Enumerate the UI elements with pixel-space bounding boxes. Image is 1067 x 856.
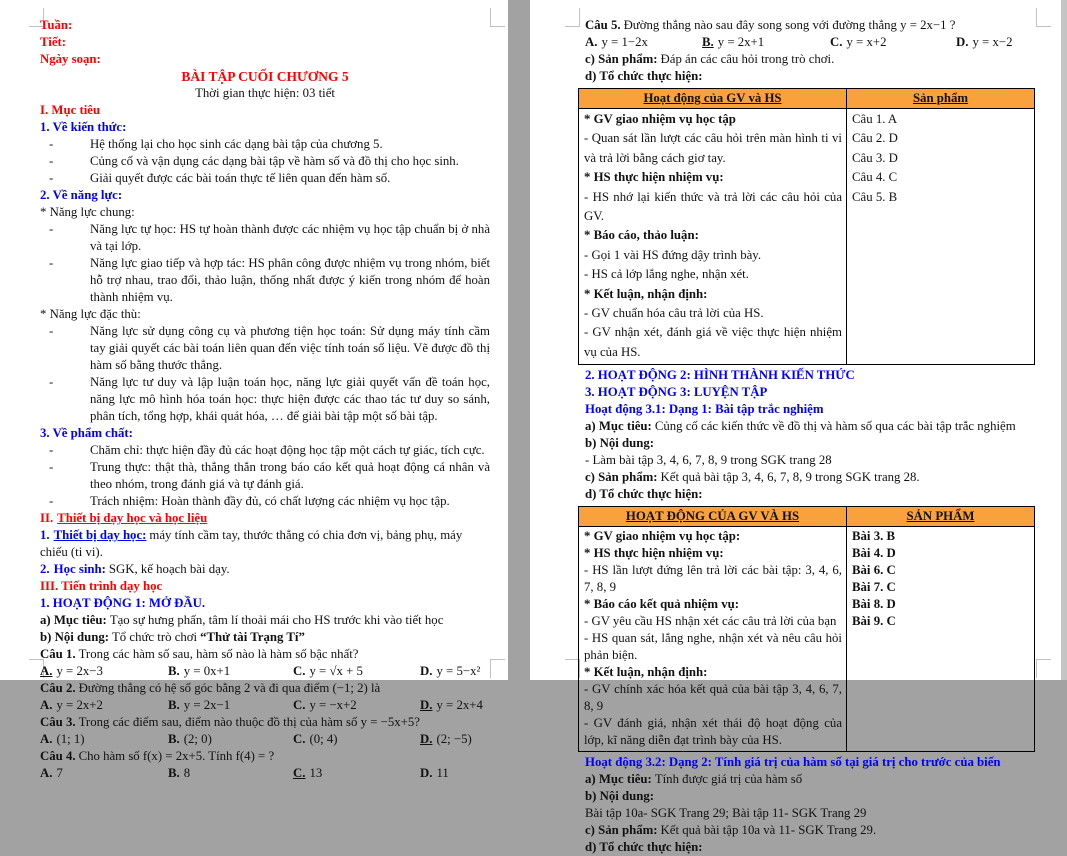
option-text: y = 2x+2 bbox=[56, 698, 103, 712]
option-letter: A. bbox=[40, 664, 53, 678]
option bbox=[40, 731, 168, 748]
para-noi-dung-31: b) Nội dung: bbox=[585, 436, 654, 451]
item-text: SGK, kế hoạch bài dạy. bbox=[108, 562, 230, 576]
list-item-text: Trách nhiệm: Hoàn thành đầy đủ, có chất lượng các nhiệm vụ học tập. bbox=[90, 494, 450, 508]
para-label: c) Sản phẩm: bbox=[585, 470, 658, 485]
option-letter: C. bbox=[293, 732, 306, 746]
column-header-gv-hs: HOẠT ĐỘNG CỦA GV VÀ HS bbox=[579, 507, 847, 527]
option-text: y = x−2 bbox=[972, 35, 1013, 49]
para-text: Kết quả bài tập 3, 4, 6, 7, 8, 9 trong SGK trang 28. bbox=[660, 470, 920, 485]
cell-line: - Quan sát lần lượt các câu hỏi trên màn hình ti vi và trả lời bằng cách giơ tay. bbox=[584, 131, 842, 165]
list-item-text: Năng lực tư duy và lập luận toán học, năng lực giải quyết vấn đề toán học, năng lực mô hình hóa toán học: thực hiện được các thao tác tư duy so sánh, phân tích, tổng hợp, khái quát hóa, … để giải bài tập một số bài tập. bbox=[90, 375, 490, 423]
list-item-text: Năng lực giao tiếp và hợp tác: HS phân công được nhiệm vụ trong nhóm, biết hỗ trợ nhau, trao đổi, thảo luận, thống nhất được ý kiến trong nhóm để hoàn thành nhiệm vụ. bbox=[90, 256, 490, 304]
item-label: Thiết bị dạy học: bbox=[53, 528, 147, 542]
option-letter: D. bbox=[420, 732, 433, 746]
list-item-text: Trung thực: thật thà, thẳng thắn trong báo cáo kết quả hoạt động cá nhân và theo nhóm, trong đánh giá và tự đánh giá. bbox=[90, 460, 490, 491]
item-label: Học sinh: bbox=[53, 562, 106, 576]
option bbox=[293, 697, 420, 714]
heading-hoat-dong-3-1: Hoạt động 3.1: Dạng 1: Bài tập trắc nghiệm bbox=[585, 402, 824, 417]
option-text: (2; 0) bbox=[183, 732, 212, 746]
option bbox=[293, 731, 420, 748]
option bbox=[585, 34, 702, 51]
list-item-text: Năng lực sử dụng công cụ và phương tiện học toán: Sử dụng máy tính cầm tay giải quyết các bài toán liên quan đến việc tính toán số liệu. Vẽ được đồ thị hàm số bằng thước thẳng. bbox=[90, 324, 490, 372]
question-5 bbox=[585, 17, 1035, 34]
list-item bbox=[40, 136, 490, 153]
para-noi-dung-32-line: Bài tập 10a- SGK Trang 29; Bài tập 11- SGK Trang 29 bbox=[585, 806, 867, 821]
crop-mark-icon bbox=[490, 659, 505, 678]
list-item bbox=[40, 459, 490, 493]
answer-line: Câu 2. D bbox=[852, 131, 898, 146]
dash-bullet-icon: - bbox=[49, 256, 54, 270]
question-2 bbox=[40, 680, 490, 697]
para-noi-dung bbox=[40, 629, 490, 646]
para-san-pham bbox=[585, 51, 1035, 68]
para-text: Đáp án các câu hỏi trong trò chơi. bbox=[660, 52, 835, 66]
para-text: Kết quả bài tập 10a và 11- SGK Trang 29. bbox=[660, 823, 877, 838]
list-item bbox=[40, 170, 490, 187]
option bbox=[956, 34, 1012, 51]
heading-tien-trinh: III. Tiến trình dạy học bbox=[40, 579, 163, 593]
cell-line: * Báo cáo kết quả nhiệm vụ: bbox=[584, 597, 739, 612]
table-header-row bbox=[579, 89, 1035, 109]
para-text: Tổ chức trò chơi bbox=[111, 630, 198, 644]
option-text: y = 2x+4 bbox=[436, 698, 483, 712]
option bbox=[168, 663, 293, 680]
table-row bbox=[579, 527, 1035, 752]
cell-line: - Gọi 1 vài HS đứng dậy trình bày. bbox=[584, 247, 762, 262]
option-letter: A. bbox=[40, 698, 53, 712]
cell-line: - HS cả lớp lắng nghe, nhận xét. bbox=[584, 267, 749, 282]
option-text: y = 2x−1 bbox=[183, 698, 231, 712]
cell-san-pham bbox=[847, 527, 1035, 752]
cell-line: * HS thực hiện nhiệm vụ: bbox=[584, 170, 724, 185]
answer-line: Câu 5. B bbox=[852, 189, 898, 204]
item-text: máy tính cầm tay, thước thẳng có chia đơn vị, bảng phụ, máy chiếu (ti vi). bbox=[40, 528, 463, 559]
answer-line: Bài 8. D bbox=[852, 597, 896, 612]
para-thiet-bi-day-hoc bbox=[40, 527, 490, 561]
option-text: y = 0x+1 bbox=[183, 664, 231, 678]
para-muc-tieu bbox=[40, 612, 490, 629]
option-text: y = √x + 5 bbox=[309, 664, 363, 678]
heading-pham-chat: 3. Về phẩm chất: bbox=[40, 426, 133, 440]
list-item-text: Giải quyết được các bài toán thực tế liên quan đến hàm số. bbox=[90, 171, 391, 185]
page-left[interactable] bbox=[0, 0, 508, 780]
option-letter: C. bbox=[293, 698, 306, 712]
question-text: Trong các hàm số sau, hàm số nào là hàm số bậc nhất? bbox=[78, 647, 359, 661]
option-text: y = −x+2 bbox=[309, 698, 357, 712]
para-label: c) Sản phẩm: bbox=[585, 823, 658, 838]
dash-bullet-icon: - bbox=[49, 443, 54, 457]
question-2-options bbox=[40, 697, 490, 714]
option bbox=[293, 765, 420, 782]
option-letter: A. bbox=[585, 35, 598, 49]
question-number: Câu 5. bbox=[585, 18, 621, 32]
dash-bullet-icon: - bbox=[49, 137, 54, 151]
question-number: Câu 2. bbox=[40, 681, 76, 695]
option bbox=[420, 663, 480, 680]
option-letter: D. bbox=[956, 35, 969, 49]
option-text: (0; 4) bbox=[309, 732, 338, 746]
cell-line: - HS lần lượt đứng lên trả lời các bài tập: 3, 4, 6, 7, 8, 9 bbox=[584, 563, 842, 595]
option bbox=[420, 731, 472, 748]
field-date: Ngày soạn: bbox=[40, 52, 101, 66]
option-text: 11 bbox=[436, 766, 449, 780]
list-item bbox=[40, 442, 490, 459]
answer-line: Bài 7. C bbox=[852, 580, 896, 595]
crop-mark-icon bbox=[490, 8, 505, 27]
view-edge-strip bbox=[1061, 0, 1067, 680]
option-letter: A. bbox=[40, 766, 53, 780]
item-number: 1. bbox=[40, 528, 50, 542]
doc-title: BÀI TẬP CUỐI CHƯƠNG 5 bbox=[181, 69, 349, 84]
option-letter: B. bbox=[168, 664, 180, 678]
option bbox=[420, 765, 449, 782]
list-item-text: Chăm chỉ: thực hiện đầy đủ các hoạt động học tập một cách tự giác, tích cực. bbox=[90, 443, 485, 457]
option-letter: B. bbox=[168, 766, 180, 780]
heading-hoat-dong-3-2: Hoạt động 3.2: Dạng 2: Tính giá trị của hàm số tại giá trị cho trước của biến bbox=[585, 755, 1001, 770]
option-letter: B. bbox=[702, 35, 714, 49]
cell-gv-hs bbox=[579, 527, 847, 752]
cell-line: * GV giao nhiệm vụ học tập: bbox=[584, 529, 741, 544]
table-header-row bbox=[579, 507, 1035, 527]
page-right-content bbox=[584, 17, 1035, 855]
option bbox=[168, 697, 293, 714]
option-letter: D. bbox=[420, 664, 433, 678]
list-item bbox=[40, 221, 490, 255]
dash-bullet-icon: - bbox=[49, 324, 54, 338]
subheading-nang-luc-chung: * Năng lực chung: bbox=[40, 205, 135, 219]
column-header-san-pham: SẢN PHẨM bbox=[847, 507, 1035, 527]
question-1-options bbox=[40, 663, 490, 680]
question-number: Câu 4. bbox=[40, 749, 76, 763]
para-label: a) Mục tiêu: bbox=[585, 419, 652, 434]
option-letter: B. bbox=[168, 732, 180, 746]
answer-line: Câu 1. A bbox=[852, 112, 898, 126]
subheading-nang-luc-dac-thu: * Năng lực đặc thù: bbox=[40, 307, 141, 321]
para-to-chuc-32: d) Tổ chức thực hiện: bbox=[585, 840, 703, 855]
cell-line: * Kết luận, nhận định: bbox=[584, 286, 708, 301]
option bbox=[40, 697, 168, 714]
table-row bbox=[579, 109, 1035, 365]
question-5-options bbox=[585, 34, 1035, 51]
answer-line: Bài 3. B bbox=[852, 529, 896, 544]
heading-thiet-bi bbox=[40, 510, 490, 527]
cell-line: - HS quan sát, lắng nghe, nhận xét và nêu câu hỏi phản biện. bbox=[584, 631, 842, 663]
option-text: 8 bbox=[183, 766, 191, 780]
question-1 bbox=[40, 646, 490, 663]
activity-table-2 bbox=[578, 506, 1035, 752]
question-3-options bbox=[40, 731, 490, 748]
heading-hoat-dong-1: 1. HOẠT ĐỘNG 1: MỞ ĐẦU. bbox=[40, 596, 206, 610]
para-label: c) Sản phẩm: bbox=[585, 52, 658, 66]
option bbox=[168, 731, 293, 748]
option bbox=[830, 34, 956, 51]
option-text: 13 bbox=[309, 766, 323, 780]
cell-line: - GV yêu cầu HS nhận xét các câu trả lời của bạn bbox=[584, 614, 837, 629]
list-item-text: Hệ thống lại cho học sinh các dạng bài tập của chương 5. bbox=[90, 137, 383, 151]
para-noi-dung-31-line: - Làm bài tập 3, 4, 6, 7, 8, 9 trong SGK trang 28 bbox=[585, 453, 832, 468]
option-text: y = 2x+1 bbox=[717, 35, 765, 49]
option bbox=[420, 697, 483, 714]
field-period: Tiết: bbox=[40, 35, 67, 49]
option-text: y = x+2 bbox=[846, 35, 887, 49]
heading-hoat-dong-2: 2. HOẠT ĐỘNG 2: HÌNH THÀNH KIẾN THỨC bbox=[585, 368, 855, 383]
activity-table-1 bbox=[578, 88, 1035, 365]
crop-mark-icon bbox=[565, 8, 580, 27]
para-text: Củng cố các kiến thức về đồ thị và hàm số qua các bài tập trắc nghiệm bbox=[654, 419, 1016, 434]
para-label: b) Nội dung: bbox=[40, 630, 109, 644]
column-header-san-pham: Sản phẩm bbox=[847, 89, 1035, 109]
answer-line: Bài 6. C bbox=[852, 563, 896, 578]
option-text: (1; 1) bbox=[56, 732, 85, 746]
option bbox=[40, 663, 168, 680]
option-letter: A. bbox=[40, 732, 53, 746]
para-san-pham-31 bbox=[585, 469, 1035, 486]
para-label: a) Mục tiêu: bbox=[40, 613, 107, 627]
cell-line: * Kết luận, nhận định: bbox=[584, 665, 708, 680]
cell-line: - GV chuẩn hóa câu trả lời của HS. bbox=[584, 306, 764, 321]
cell-line: * HS thực hiện nhiệm vụ: bbox=[584, 546, 724, 561]
item-number: 2. bbox=[40, 562, 50, 576]
page-left-content bbox=[40, 17, 490, 780]
option-letter: B. bbox=[168, 698, 180, 712]
answer-line: Câu 4. C bbox=[852, 170, 898, 185]
heading-text: Thiết bị dạy học và học liệu bbox=[57, 511, 208, 525]
option-letter: C. bbox=[293, 664, 306, 678]
question-3 bbox=[40, 714, 490, 731]
heading-kien-thuc: 1. Về kiến thức: bbox=[40, 120, 127, 134]
option-text: y = 5−x² bbox=[436, 664, 481, 678]
field-week: Tuần: bbox=[40, 18, 73, 32]
dash-bullet-icon: - bbox=[49, 222, 54, 236]
crop-mark-icon bbox=[1036, 659, 1051, 678]
list-item bbox=[40, 323, 490, 374]
cell-line: * Báo cáo, thảo luận: bbox=[584, 228, 699, 243]
para-noi-dung-32: b) Nội dung: bbox=[585, 789, 654, 804]
question-text: Đường thẳng nào sau đây song song với đường thẳng y = 2x−1 ? bbox=[623, 18, 956, 32]
doc-subtitle: Thời gian thực hiện: 03 tiết bbox=[195, 86, 335, 100]
list-item-text: Củng cố và vận dụng các dạng bài tập về hàm số và đồ thị cho học sinh. bbox=[90, 154, 459, 168]
list-item-text: Năng lực tự học: HS tự hoàn thành được các nhiệm vụ học tập chuẩn bị ở nhà và tại lớp. bbox=[90, 222, 490, 253]
para-to-chuc-31: d) Tổ chức thực hiện: bbox=[585, 487, 703, 502]
list-item bbox=[40, 493, 490, 510]
option-text: y = 2x−3 bbox=[56, 664, 103, 678]
option-letter: D. bbox=[420, 766, 433, 780]
question-4-options bbox=[40, 765, 490, 782]
heading-nang-luc: 2. Về năng lực: bbox=[40, 188, 123, 202]
cell-line: - GV chính xác hóa kết quả của bài tập 3, 4, 6, 7, 8, 9 bbox=[584, 682, 842, 714]
question-4 bbox=[40, 748, 490, 765]
question-number: Câu 3. bbox=[40, 715, 76, 729]
heading-muc-tieu: I. Mục tiêu bbox=[40, 103, 101, 117]
cell-san-pham bbox=[847, 109, 1035, 365]
para-text: Tạo sự hưng phấn, tâm lí thoải mái cho HS trước khi vào tiết học bbox=[109, 613, 444, 627]
list-item bbox=[40, 255, 490, 306]
answer-line: Câu 3. D bbox=[852, 150, 898, 165]
option bbox=[168, 765, 293, 782]
dash-bullet-icon: - bbox=[49, 154, 54, 168]
option bbox=[702, 34, 830, 51]
option bbox=[293, 663, 420, 680]
dash-bullet-icon: - bbox=[49, 375, 54, 389]
option-letter: D. bbox=[420, 698, 433, 712]
cell-line: - GV đánh giá, nhận xét thái độ hoạt động của lớp, kĩ năng diễn đạt trình bày của HS. bbox=[584, 716, 842, 748]
crop-mark-icon bbox=[1036, 8, 1051, 27]
para-muc-tieu-32 bbox=[585, 771, 1035, 788]
list-item bbox=[40, 153, 490, 170]
cell-gv-hs bbox=[579, 109, 847, 365]
answer-line: Bài 4. D bbox=[852, 546, 896, 561]
cell-line: * GV giao nhiệm vụ học tập bbox=[584, 112, 736, 126]
question-text: Cho hàm số f(x) = 2x+5. Tính f(4) = ? bbox=[78, 749, 275, 763]
question-number: Câu 1. bbox=[40, 647, 76, 661]
option bbox=[40, 765, 168, 782]
dash-bullet-icon: - bbox=[49, 460, 54, 474]
cell-line: - GV nhận xét, đánh giá về việc thực hiện nhiệm vụ của HS. bbox=[584, 325, 842, 359]
heading-hoat-dong-3: 3. HOẠT ĐỘNG 3: LUYỆN TẬP bbox=[585, 385, 768, 400]
option-text: (2; −5) bbox=[436, 732, 472, 746]
option-letter: C. bbox=[293, 766, 306, 780]
para-muc-tieu-31 bbox=[585, 418, 1035, 435]
cell-line: - HS nhớ lại kiến thức và trả lời các câu hỏi của GV. bbox=[584, 189, 842, 224]
heading-number: II. bbox=[40, 511, 54, 525]
question-text: Trong các điểm sau, điểm nào thuộc đồ thị của hàm số y = −5x+5? bbox=[78, 715, 420, 729]
list-item bbox=[40, 374, 490, 425]
para-san-pham-32 bbox=[585, 822, 1035, 839]
answer-line: Bài 9. C bbox=[852, 614, 896, 629]
option-text: 7 bbox=[56, 766, 63, 780]
para-to-chuc: d) Tổ chức thực hiện: bbox=[585, 69, 703, 83]
para-label: a) Mục tiêu: bbox=[585, 772, 652, 787]
question-text: Đường thẳng có hệ số góc bằng 2 và đi qua điểm (−1; 2) là bbox=[78, 681, 381, 695]
option-letter: C. bbox=[830, 35, 843, 49]
dash-bullet-icon: - bbox=[49, 494, 54, 508]
para-hoc-sinh bbox=[40, 561, 490, 578]
game-name: “Thử tài Trạng Tí” bbox=[200, 630, 305, 644]
column-header-gv-hs: Hoạt động của GV và HS bbox=[579, 89, 847, 109]
page-right[interactable] bbox=[530, 0, 1061, 855]
option-text: y = 1−2x bbox=[601, 35, 648, 49]
para-text: Tính được giá trị của hàm số bbox=[654, 772, 803, 787]
dash-bullet-icon: - bbox=[49, 171, 54, 185]
